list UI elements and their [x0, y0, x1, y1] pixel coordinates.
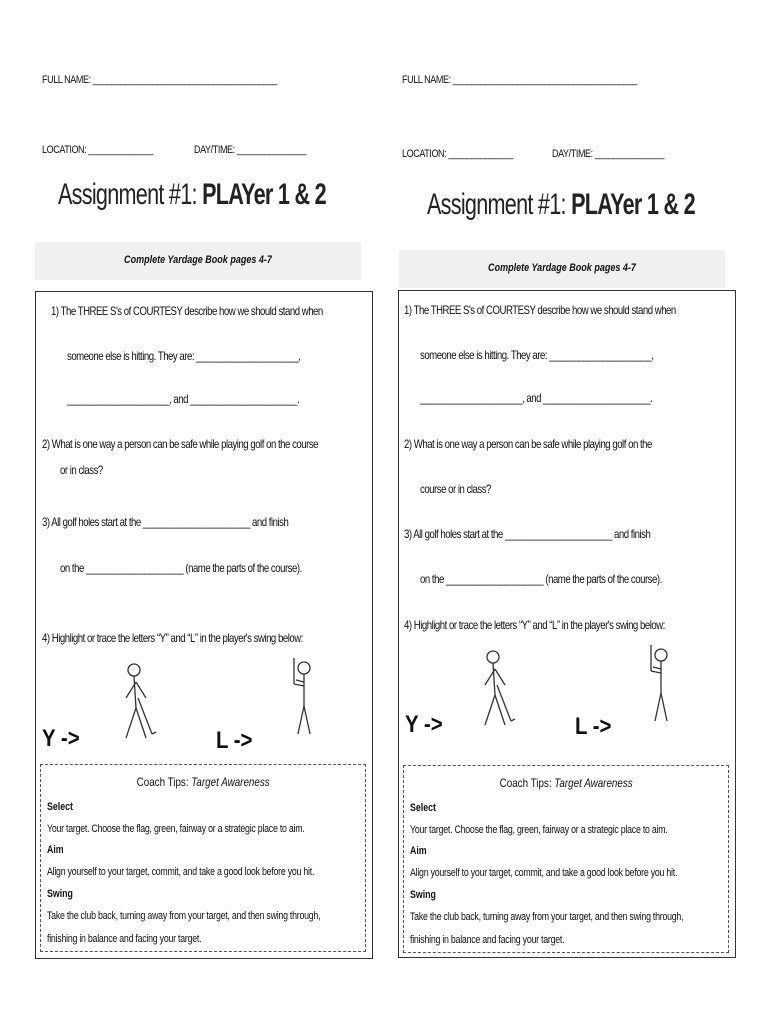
page-title: Assignment #1: PLAYer 1 & 2: [427, 188, 695, 221]
question-1-blanks-2[interactable]: _____________________, and ______________________.: [67, 392, 300, 406]
questions-box: [35, 291, 373, 959]
golfer-l-figure[interactable]: [639, 643, 679, 733]
question-4: 4) Highlight or trace the letters “Y” and “L” in the player's swing below:: [42, 631, 303, 645]
worksheet-right: [385, 0, 770, 1024]
golfer-l-figure[interactable]: [282, 656, 322, 746]
question-1-blanks-2[interactable]: _____________________, and ______________________.: [420, 391, 653, 405]
tip-aim-body: Align yourself to your target, commit, and take a good look before you hit.: [410, 867, 678, 879]
coach-tips-box: [403, 765, 729, 953]
y-label: Y ->: [405, 711, 443, 738]
tip-select-heading: Select: [410, 802, 436, 814]
question-3[interactable]: 3) All golf holes start at the ______________________ and finish: [42, 515, 289, 529]
tip-select-body: Your target. Choose the flag, green, fairway or a strategic place to aim.: [410, 824, 668, 836]
tip-swing-heading: Swing: [410, 889, 436, 901]
question-1-blanks[interactable]: someone else is hitting. They are: _____________________,: [67, 349, 301, 363]
question-1-blanks[interactable]: someone else is hitting. They are: _____________________,: [420, 348, 654, 362]
tip-swing-body-1: Take the club back, turning away from your target, and then swing through,: [47, 910, 321, 922]
full-name-field[interactable]: FULL NAME: ________________________________________: [42, 74, 278, 86]
tip-select-heading: Select: [47, 801, 73, 813]
question-2: 2) What is one way a person can be safe while playing golf on the: [404, 437, 652, 451]
tip-aim-heading: Aim: [47, 844, 64, 856]
daytime-field[interactable]: DAY/TIME: _______________: [552, 148, 664, 160]
page-title: Assignment #1: PLAYer 1 & 2: [58, 178, 326, 211]
coach-tips-title: Coach Tips: Target Awareness: [136, 775, 270, 789]
instructions-banner: Complete Yardage Book pages 4-7: [35, 242, 361, 280]
tip-swing-body-1: Take the club back, turning away from your target, and then swing through,: [410, 911, 684, 923]
question-2-cont: course or in class?: [420, 482, 491, 496]
question-2-cont: or in class?: [60, 463, 103, 477]
coach-tips-title: Coach Tips: Target Awareness: [499, 776, 633, 790]
question-4: 4) Highlight or trace the letters “Y” and “L” in the player's swing below:: [404, 618, 665, 632]
l-label: L ->: [216, 727, 253, 754]
tip-swing-body-2: finishing in balance and facing your target.: [47, 933, 202, 945]
question-2: 2) What is one way a person can be safe while playing golf on the course: [42, 437, 319, 451]
l-label: L ->: [575, 713, 612, 740]
tip-select-body: Your target. Choose the flag, green, fairway or a strategic place to aim.: [47, 823, 305, 835]
tip-swing-body-2: finishing in balance and facing your target.: [410, 934, 565, 946]
instructions-banner: Complete Yardage Book pages 4-7: [399, 250, 725, 288]
question-1: 1) The THREE S's of COURTESY describe how we should stand when: [51, 304, 323, 318]
questions-box: [398, 290, 736, 958]
y-label: Y ->: [42, 725, 80, 752]
coach-tips-box: [40, 764, 366, 952]
daytime-field[interactable]: DAY/TIME: _______________: [194, 144, 306, 156]
question-3-cont[interactable]: on the ____________________ (name the parts of the course).: [420, 572, 662, 586]
tip-aim-heading: Aim: [410, 845, 427, 857]
question-3[interactable]: 3) All golf holes start at the ______________________ and finish: [404, 527, 651, 541]
tip-swing-heading: Swing: [47, 888, 73, 900]
full-name-field[interactable]: FULL NAME: ________________________________________: [402, 74, 638, 86]
question-1: 1) The THREE S's of COURTESY describe how we should stand when: [404, 303, 676, 317]
tip-aim-body: Align yourself to your target, commit, and take a good look before you hit.: [47, 866, 315, 878]
location-field[interactable]: LOCATION: ______________: [42, 144, 153, 156]
golfer-y-figure[interactable]: [477, 647, 527, 737]
question-3-cont[interactable]: on the ____________________ (name the parts of the course).: [60, 561, 302, 575]
golfer-y-figure[interactable]: [118, 660, 168, 750]
location-field[interactable]: LOCATION: ______________: [402, 148, 513, 160]
